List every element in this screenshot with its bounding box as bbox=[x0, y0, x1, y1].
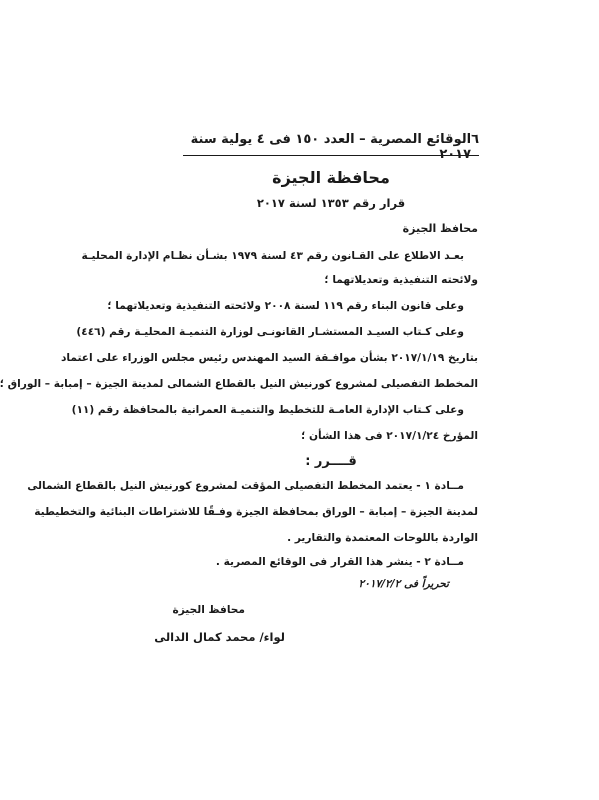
issuer-line: محافظ الجيزة bbox=[402, 222, 478, 235]
page-number: ٦ bbox=[471, 132, 479, 147]
header-divider bbox=[183, 155, 479, 156]
preamble-line: وعلى كـتاب الإدارة العامـة للتخطيط والتنميـة العمرانية بالمحافظة رقم (١١) bbox=[71, 404, 464, 416]
decree-number: قرار رقم ١٣٥٣ لسنة ٢٠١٧ bbox=[256, 196, 406, 210]
article-line: مــادة ١ - يعتمد المخطط التفصيلى المؤقت لمشروع كورنيش النيل بالقطاع الشمالى bbox=[27, 480, 464, 492]
preamble-line: وعلى كـتاب السيـد المستشـار القانونـى لوزارة التنميـة المحليـة رقم (٤٤٦) bbox=[76, 326, 464, 338]
preamble-line: وعلى قانون البناء رقم ١١٩ لسنة ٢٠٠٨ ولائحته التنفيذية وتعديلاتهما ؛ bbox=[107, 300, 464, 312]
preamble-line: المؤرخ ٢٠١٧/١/٢٤ فى هذا الشأن ؛ bbox=[301, 430, 478, 442]
article-line: الواردة باللوحات المعتمدة والتقارير . bbox=[287, 532, 478, 544]
preamble-line: ولائحته التنفيذية وتعديلاتهما ؛ bbox=[324, 274, 478, 286]
decision-heading: قــــرر : bbox=[305, 454, 357, 469]
article-line: لمدينة الجيزة – إمبابة – الوراق بمحافظة الجيزة وفـقًا للاشتراطات البنائية والتخطيطية bbox=[34, 506, 478, 518]
article-line: مــادة ٢ - ينشر هذا القرار فى الوقائع المصرية . bbox=[215, 556, 464, 568]
preamble-line: بتاريخ ٢٠١٧/١/١٩ بشأن موافـقة السيد المهندس رئيس مجلس الوزراء على اعتماد bbox=[60, 352, 478, 364]
signatory-name: لواء/ محمد كمال الدالى bbox=[154, 630, 285, 644]
signature-date: تحريراً فى ٢٠١٧/٢/٢ bbox=[358, 578, 449, 590]
publication-line: الوقائع المصرية – العدد ١٥٠ فى ٤ يولية سنة ٢٠١٧ bbox=[190, 132, 472, 162]
preamble-line: المخطط التفصيلى لمشروع كورنيش النيل بالقطاع الشمالى لمدينة الجيزة – إمبابة – الوراق ؛ bbox=[0, 378, 478, 390]
page-title: محافظة الجيزة bbox=[272, 168, 390, 187]
preamble-line: بعـد الاطلاع على القـانون رقم ٤٣ لسنة ١٩٧٩ بشـأن نظـام الإدارة المحليـة bbox=[81, 250, 464, 262]
signatory-title: محافظ الجيزة bbox=[172, 604, 245, 616]
running-header bbox=[183, 132, 479, 162]
